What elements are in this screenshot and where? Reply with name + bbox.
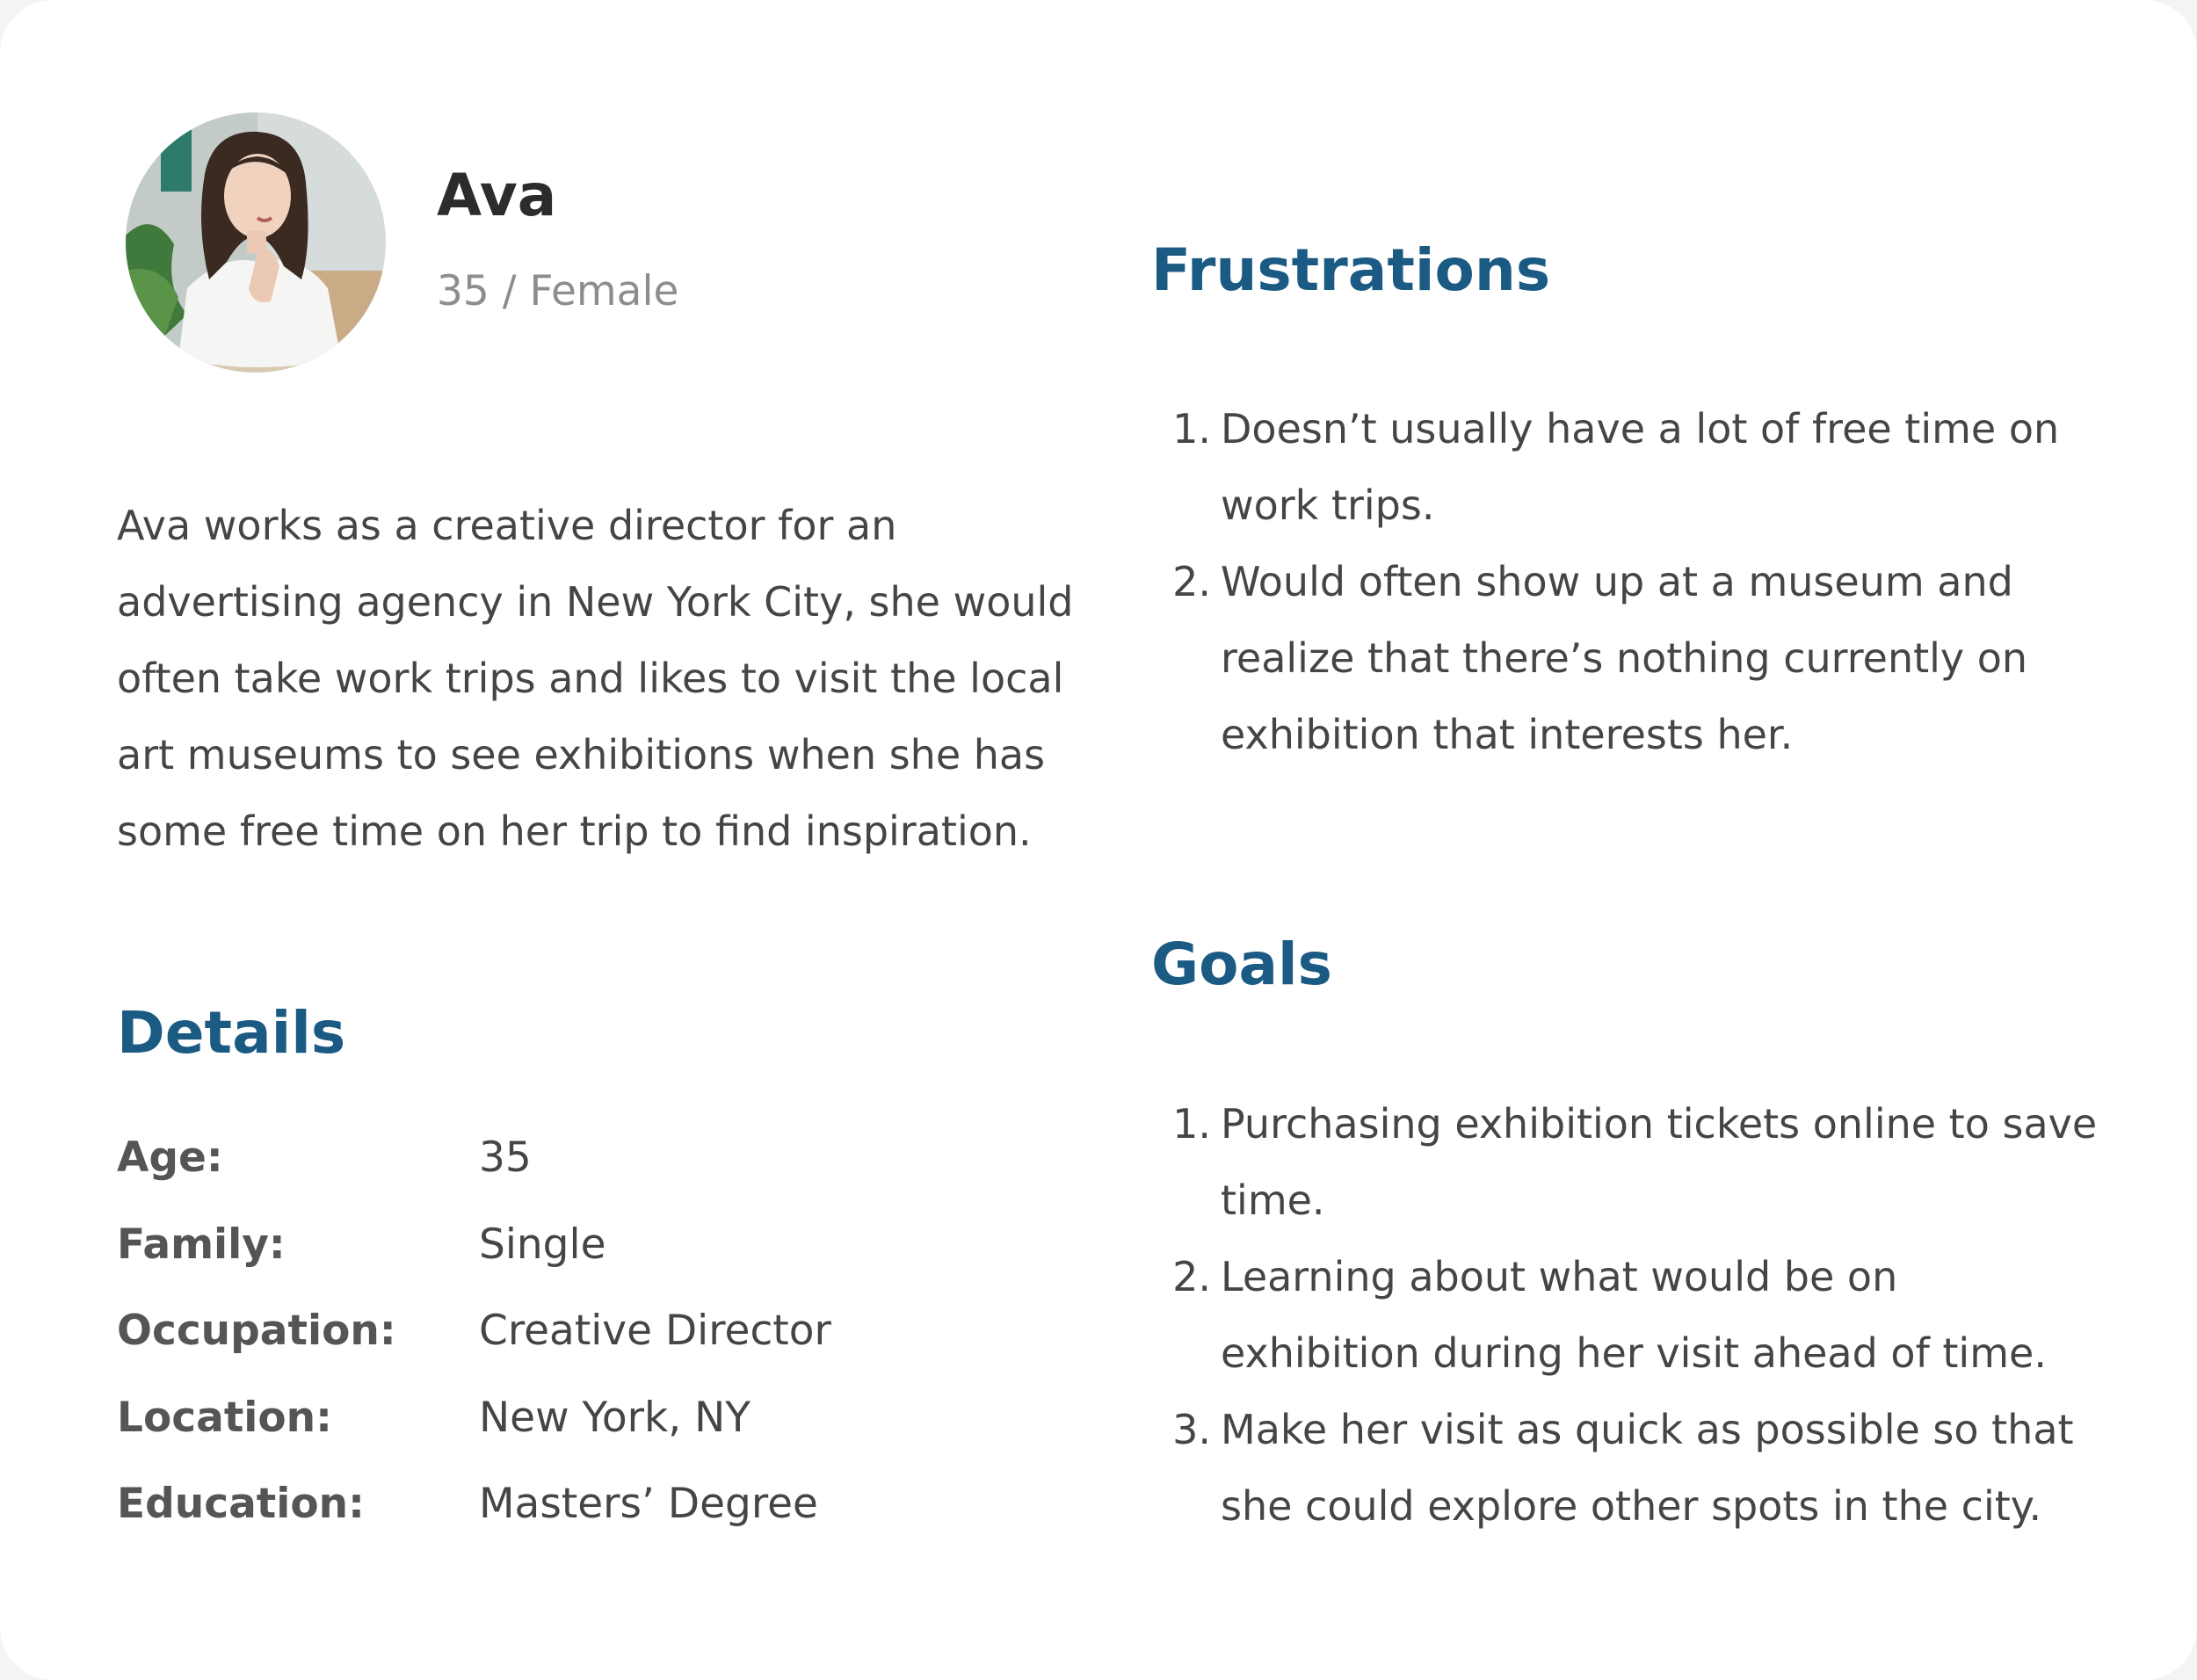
frustrations-list bbox=[1169, 391, 2109, 773]
details-label: Age: bbox=[117, 1133, 223, 1182]
details-row-family bbox=[117, 1214, 1084, 1301]
list-text: Doesn’t usually have a lot of free time on work trips. bbox=[1221, 405, 2060, 529]
list-item bbox=[1169, 544, 2109, 773]
list-item bbox=[1169, 1239, 2109, 1392]
avatar bbox=[126, 112, 386, 373]
list-text: Purchasing exhibition tickets online to save time. bbox=[1221, 1100, 2098, 1224]
list-item bbox=[1169, 1392, 2109, 1545]
details-value: Masters’ Degree bbox=[479, 1480, 818, 1528]
list-number: 1. bbox=[1172, 1100, 1211, 1148]
details-label: Occupation: bbox=[117, 1307, 396, 1355]
list-text: Learning about what would be on exhibition during her visit ahead of time. bbox=[1221, 1253, 2047, 1377]
details-label: Location: bbox=[117, 1393, 332, 1442]
persona-bio: Ava works as a creative director for an advertising agency in New York City, she would often take work trips and likes to visit the local art museums to see exhibitions when she has some free time on her trip to find inspiration. bbox=[117, 502, 1074, 855]
list-text: Make her visit as quick as possible so that she could explore other spots in the city. bbox=[1221, 1406, 2074, 1530]
persona-name: Ava bbox=[437, 162, 557, 229]
details-value: New York, NY bbox=[479, 1393, 750, 1442]
details-row-education bbox=[117, 1474, 1084, 1561]
list-number: 2. bbox=[1172, 1253, 1211, 1300]
list-number: 3. bbox=[1172, 1406, 1211, 1453]
frustrations-heading: Frustrations bbox=[1151, 236, 1551, 304]
avatar-photo bbox=[126, 112, 386, 373]
list-number: 1. bbox=[1172, 405, 1211, 453]
details-value: 35 bbox=[479, 1133, 532, 1182]
details-row-location bbox=[117, 1387, 1084, 1474]
persona-age-gender: 35 / Female bbox=[437, 267, 679, 315]
goals-heading: Goals bbox=[1151, 931, 1332, 998]
list-item bbox=[1169, 1086, 2109, 1239]
details-label: Education: bbox=[117, 1480, 365, 1528]
details-value: Creative Director bbox=[479, 1307, 831, 1355]
details-row-occupation bbox=[117, 1300, 1084, 1387]
details-label: Family: bbox=[117, 1220, 286, 1269]
list-number: 2. bbox=[1172, 558, 1211, 605]
list-text: Would often show up at a museum and realize that there’s nothing currently on exhibition that interests her. bbox=[1221, 558, 2028, 758]
list-item bbox=[1169, 391, 2109, 544]
goals-list bbox=[1169, 1086, 2109, 1545]
details-value: Single bbox=[479, 1220, 606, 1269]
details-row-age bbox=[117, 1127, 1084, 1214]
details-heading: Details bbox=[117, 999, 346, 1067]
details-table bbox=[117, 1127, 1084, 1561]
